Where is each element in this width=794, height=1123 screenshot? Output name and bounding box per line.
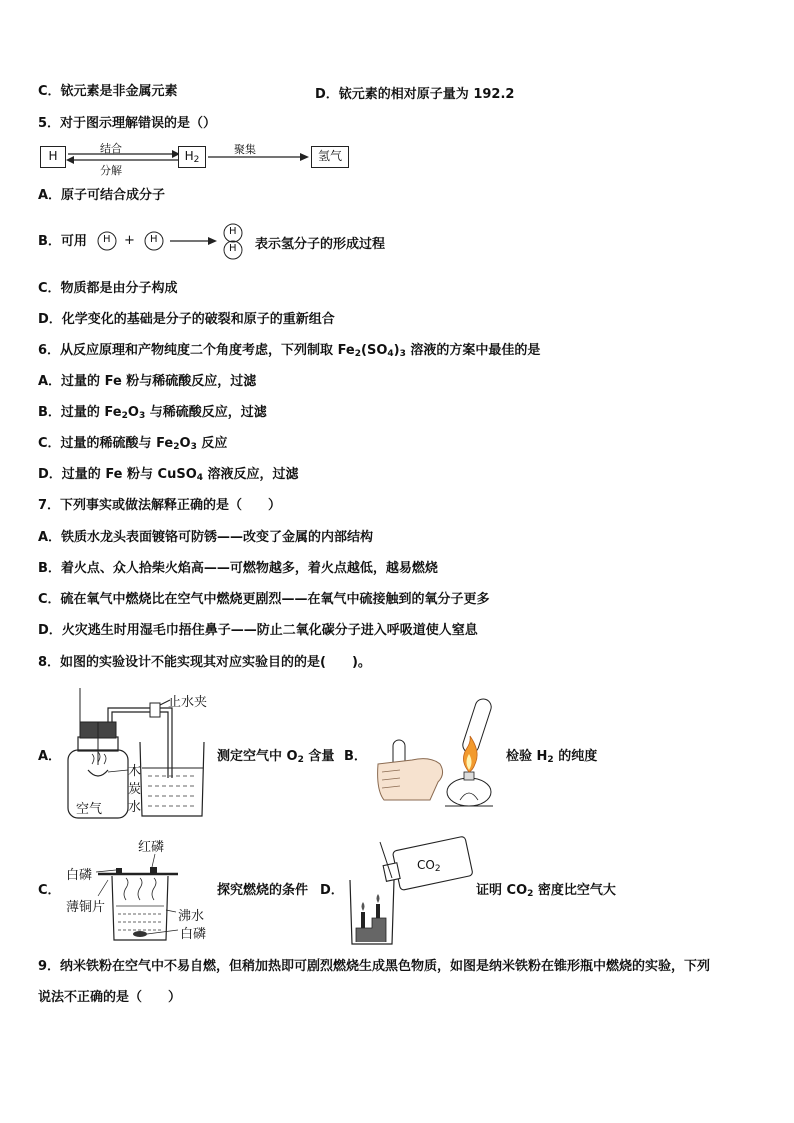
q7-stem: 7．下列事实或做法解释正确的是（ ） <box>38 498 282 513</box>
q8-label-c: C． <box>38 883 61 898</box>
split-label: 分解 <box>100 164 122 177</box>
clamp-label: 止水夹 <box>168 695 208 710</box>
charcoal-label: 炭 <box>128 782 142 797</box>
q7-option-c: C．硫在氧气中燃烧比在空气中燃烧更剧烈——在氧气中硫接触到的氧分子更多 <box>38 592 490 607</box>
q6-option-b: B．过量的 $Fe_2O_3$ 与稀硫酸反应，过滤 <box>38 405 267 421</box>
white-phosphorus-top-label: 白磷 <box>66 868 93 883</box>
white-phosphorus-bottom-label: 白磷 <box>180 927 207 942</box>
q4-option-d: D．铱元素的相对原子量为 192.2 <box>315 87 515 102</box>
q5-stem: 5．对于图示理解错误的是（） <box>38 116 217 131</box>
boiling-water-label: 沸水 <box>178 909 205 924</box>
q5-option-a: A．原子可结合成分子 <box>38 188 166 203</box>
red-phosphorus-label: 红磷 <box>138 840 165 855</box>
hydrogen-gas-box: 氢气 <box>311 146 349 168</box>
air-label: 空气 <box>76 802 103 817</box>
q6-option-d: D．过量的 Fe 粉与 CuSO$_4$ 溶液反应，过滤 <box>38 467 299 483</box>
q6-stem: 6．从反应原理和产物纯度二个角度考虑，下列制取 $Fe_2(SO_4)_3$ 溶液的方案中最佳的是 <box>38 343 541 359</box>
q8-b-desc: 检验 $H_2$ 的纯度 <box>506 749 598 765</box>
q9-stem-line1: 9．纳米铁粉在空气中不易自燃，但稍加热即可剧烈燃烧生成黑色物质，如图是纳米铁粉在锥形瓶中燃烧的实验，下列 <box>38 959 711 974</box>
q9-stem-line2: 说法不正确的是（ ） <box>38 990 182 1005</box>
wood-label: 木 <box>128 764 142 779</box>
plus-sign: + <box>124 233 135 248</box>
h-atom-box: H <box>40 146 66 168</box>
combine-label: 结合 <box>100 142 122 155</box>
q7-option-b: B．着火点、众人拾柴火焰高——可燃物越多，着火点越低，越易燃烧 <box>38 561 438 576</box>
q5-option-b-prefix: B．可用 <box>38 234 87 249</box>
q5-option-c: C．物质都是由分子构成 <box>38 281 178 296</box>
q8-c-desc: 探究燃烧的条件 <box>217 883 309 898</box>
h2-molecule-box: $H_2$ <box>178 146 206 168</box>
q8-stem: 8．如图的实验设计不能实现其对应实验目的的是( )。 <box>38 655 371 670</box>
q7-option-a: A．铁质水龙头表面镀铬可防锈——改变了金属的内部结构 <box>38 530 374 545</box>
q8-label-b: B． <box>344 749 367 764</box>
h-atom-4: H <box>229 243 237 254</box>
q4-option-c: C．铱元素是非金属元素 <box>38 84 178 99</box>
q8-label-a: A． <box>38 749 62 764</box>
q5-option-d: D．化学变化的基础是分子的破裂和原子的重新组合 <box>38 312 335 327</box>
co2-bottle-label: $CO_2$ <box>417 858 441 874</box>
h-atom-3: H <box>229 226 237 237</box>
q7-option-d: D．火灾逃生时用湿毛巾捂住鼻子——防止二氧化碳分子进入呼吸道使人窒息 <box>38 623 478 638</box>
q8-a-desc: 测定空气中 $O_2$ 含量 <box>217 749 335 765</box>
q6-option-c: C．过量的稀硫酸与 $Fe_2O_3$ 反应 <box>38 436 228 452</box>
h-atom-2: H <box>150 234 158 245</box>
water-label: 水 <box>128 800 142 815</box>
h-atom-1: H <box>103 234 111 245</box>
q8-d-desc: 证明 $CO_2$ 密度比空气大 <box>476 883 616 899</box>
q6-option-a: A．过量的 Fe 粉与稀硫酸反应，过滤 <box>38 374 257 389</box>
q5-option-b-suffix: 表示氢分子的形成过程 <box>255 237 386 252</box>
q8-label-d: D． <box>320 883 344 898</box>
gather-label: 聚集 <box>234 143 256 156</box>
copper-plate-label: 薄铜片 <box>66 900 106 915</box>
